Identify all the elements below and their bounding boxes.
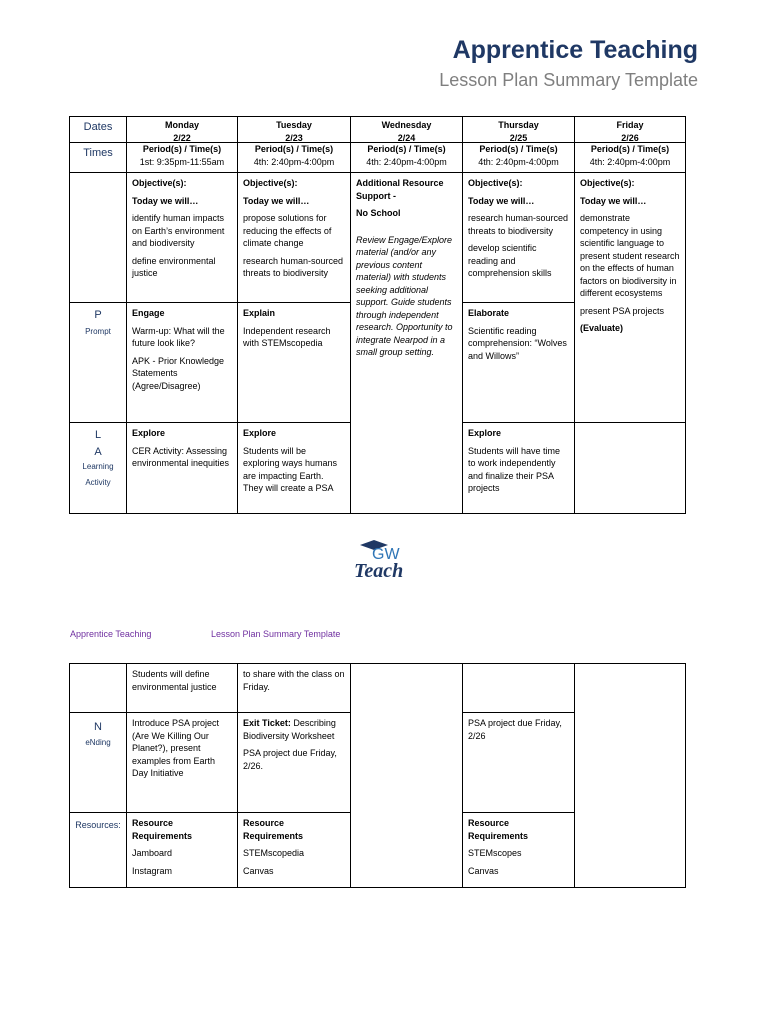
period-time: 4th: 2:40pm-4:00pm	[366, 156, 447, 167]
objectives-row	[70, 173, 686, 303]
phase-text: Students will have time to work independently and finalize their PSA projects	[468, 445, 561, 493]
prompt-thursday	[463, 303, 575, 423]
day-header-wednesday	[351, 117, 463, 173]
day-header-monday	[127, 117, 238, 173]
support-text: Review Engage/Explore material (and/or any previous content material) with students seeking additional support. Guide students through independent research. Opportunity to integrate Nearpod in a small group setting.	[356, 234, 453, 357]
objective-monday	[127, 173, 238, 303]
objective-text: (Evaluate)	[580, 323, 624, 333]
no-school-label: No School	[356, 208, 401, 218]
ending-label: eNding	[85, 737, 111, 747]
period-time: 4th: 2:40pm-4:00pm	[253, 156, 335, 167]
page-subtitle: Lesson Plan Summary Template	[439, 70, 698, 90]
resources-label: Resources:	[75, 820, 121, 830]
continuation-label-cell	[70, 664, 127, 713]
continuation-row	[70, 664, 686, 713]
dates-times-row	[70, 117, 686, 173]
objective-heading: Objective(s):	[243, 178, 298, 188]
day-name: Tuesday	[276, 120, 312, 130]
prompt-label: Prompt	[85, 326, 111, 336]
continuation-tuesday	[238, 664, 351, 713]
exit-ticket-text	[243, 717, 345, 742]
phase-text: Independent research with STEMscopedia	[243, 325, 331, 348]
day-date: 2/24	[397, 132, 416, 143]
dates-times-label-cell	[70, 117, 127, 173]
day-name: Wednesday	[381, 120, 432, 130]
day-name: Friday	[616, 120, 644, 130]
objective-heading: Objective(s):	[580, 178, 635, 188]
objective-tuesday	[238, 173, 351, 303]
resource-item: Canvas	[468, 865, 499, 876]
objective-subheading: Today we will…	[243, 195, 310, 206]
footer-right: Lesson Plan Summary Template	[211, 629, 341, 639]
resource-heading: Resource Requirements	[243, 818, 304, 841]
period-label: Period(s) / Time(s)	[254, 144, 334, 154]
resources-tuesday	[238, 813, 351, 888]
objective-subheading: Today we will…	[580, 195, 647, 206]
continuation-text: Students will define environmental justice	[132, 669, 217, 692]
friday-empty-cell	[575, 664, 686, 888]
objective-subheading: Today we will…	[468, 195, 535, 206]
dates-label: Dates	[70, 117, 126, 143]
day-name: Thursday	[498, 120, 539, 130]
resources-monday	[127, 813, 238, 888]
continuation-thursday	[463, 664, 575, 713]
activity-label: Activity	[85, 477, 111, 487]
exit-ticket-desc: Describing Biodiversity Worksheet	[243, 718, 336, 741]
phase-heading: Explore	[468, 428, 502, 438]
ending-label-cell	[70, 713, 127, 813]
day-date: 2/26	[621, 132, 639, 143]
n-letter: N	[94, 721, 102, 733]
period-label: Period(s) / Time(s)	[590, 144, 670, 154]
wednesday-support-cell	[351, 173, 463, 514]
resource-item: Instagram	[132, 865, 173, 876]
learning-tuesday	[238, 423, 351, 514]
day-header-thursday	[463, 117, 575, 173]
day-date: 2/23	[285, 132, 303, 143]
continuation-text: to share with the class on Friday.	[243, 669, 345, 692]
objective-text: propose solutions for reducing the effects of climate change	[243, 213, 332, 248]
day-header-tuesday	[238, 117, 351, 173]
resource-item: STEMscopedia	[243, 848, 305, 858]
phase-heading: Explore	[243, 428, 277, 438]
learning-label-cell	[70, 423, 127, 514]
ending-monday	[127, 713, 238, 813]
prompt-tuesday	[238, 303, 351, 423]
objective-subheading: Today we will…	[132, 195, 199, 206]
objective-text: develop scientific reading and comprehension skills	[468, 243, 552, 278]
times-label: Times	[83, 147, 113, 159]
ending-text: Introduce PSA project (Are We Killing Our Planet?), present examples from Earth Day Initiative	[132, 718, 220, 778]
footer-left: Apprentice Teaching	[70, 629, 152, 639]
logo-gw-text: GW	[372, 546, 400, 563]
resource-heading: Resource Requirements	[132, 818, 193, 841]
resource-item: Canvas	[243, 865, 274, 876]
phase-text: Warm-up: What will the future look like?	[132, 325, 225, 348]
objective-thursday	[463, 173, 575, 303]
day-date: 2/25	[509, 132, 528, 143]
l-letter: L	[94, 429, 102, 441]
ending-tuesday	[238, 713, 351, 813]
phase-text: Scientific reading comprehension: “Wolves and Willows”	[468, 325, 567, 361]
a-letter: A	[94, 445, 102, 458]
period-label: Period(s) / Time(s)	[142, 144, 222, 154]
learning-friday	[575, 423, 686, 514]
objective-text: demonstrate competency in using scientific language to present student research on the effects of human factors on biodiversity in different ecosystems	[580, 213, 680, 298]
prompt-monday	[127, 303, 238, 423]
objective-text: define environmental justice	[132, 255, 216, 278]
resource-item: Jamboard	[132, 848, 173, 858]
period-label: Period(s) / Time(s)	[367, 144, 446, 154]
resource-item: STEMscopes	[468, 848, 522, 858]
learning-thursday	[463, 423, 575, 514]
continuation-monday	[127, 664, 238, 713]
resource-heading: Resource Requirements	[468, 818, 529, 841]
lesson-plan-table-2	[69, 663, 686, 888]
day-date: 2/22	[173, 132, 191, 143]
objectives-label-cell	[70, 173, 127, 303]
objective-text: present PSA projects	[580, 305, 665, 316]
phase-heading: Explore	[132, 428, 166, 438]
phase-heading: Elaborate	[468, 308, 510, 318]
ending-thursday	[463, 713, 575, 813]
period-time: 4th: 2:40pm-4:00pm	[478, 156, 559, 167]
phase-heading: Explain	[243, 308, 276, 318]
page-title: Apprentice Teaching	[452, 36, 698, 64]
phase-text: APK - Prior Knowledge Statements (Agree/Disagree)	[132, 355, 225, 391]
period-time: 4th: 2:40pm-4:00pm	[589, 156, 671, 167]
day-name: Monday	[164, 120, 199, 130]
phase-text: CER Activity: Assessing environmental inequities	[132, 445, 230, 468]
day-header-friday	[575, 117, 686, 173]
resources-label-cell	[70, 813, 127, 888]
objective-text: identify human impacts on Earth’s environment and biodiversity	[132, 213, 225, 248]
wednesday-empty-cell	[351, 664, 463, 888]
gw-teach-logo	[352, 537, 422, 581]
lesson-plan-table-1	[69, 116, 686, 514]
p-letter: P	[94, 309, 102, 321]
logo-teach-text: Teach	[354, 560, 404, 581]
period-label: Period(s) / Time(s)	[479, 144, 558, 154]
phase-heading: Engage	[132, 308, 165, 318]
objective-heading: Objective(s):	[132, 178, 187, 188]
resources-thursday	[463, 813, 575, 888]
prompt-label-cell	[70, 303, 127, 423]
objective-text: research human-sourced threats to biodiversity	[243, 255, 344, 278]
period-time: 1st: 9:35pm-11:55am	[139, 156, 225, 167]
phase-text: Students will be exploring ways humans are impacting Earth. They will create a PSA	[243, 445, 338, 493]
objective-text: research human-sourced threats to biodiversity	[468, 213, 569, 236]
objective-friday	[575, 173, 686, 423]
learning-monday	[127, 423, 238, 514]
support-heading: Additional Resource Support -	[356, 178, 444, 201]
exit-ticket-label: Exit Ticket:	[243, 718, 291, 728]
ending-text: PSA project due Friday, 2/26.	[243, 748, 337, 771]
ending-text: PSA project due Friday, 2/26	[468, 718, 562, 741]
learning-label: Learning	[82, 462, 114, 471]
objective-heading: Objective(s):	[468, 178, 523, 188]
